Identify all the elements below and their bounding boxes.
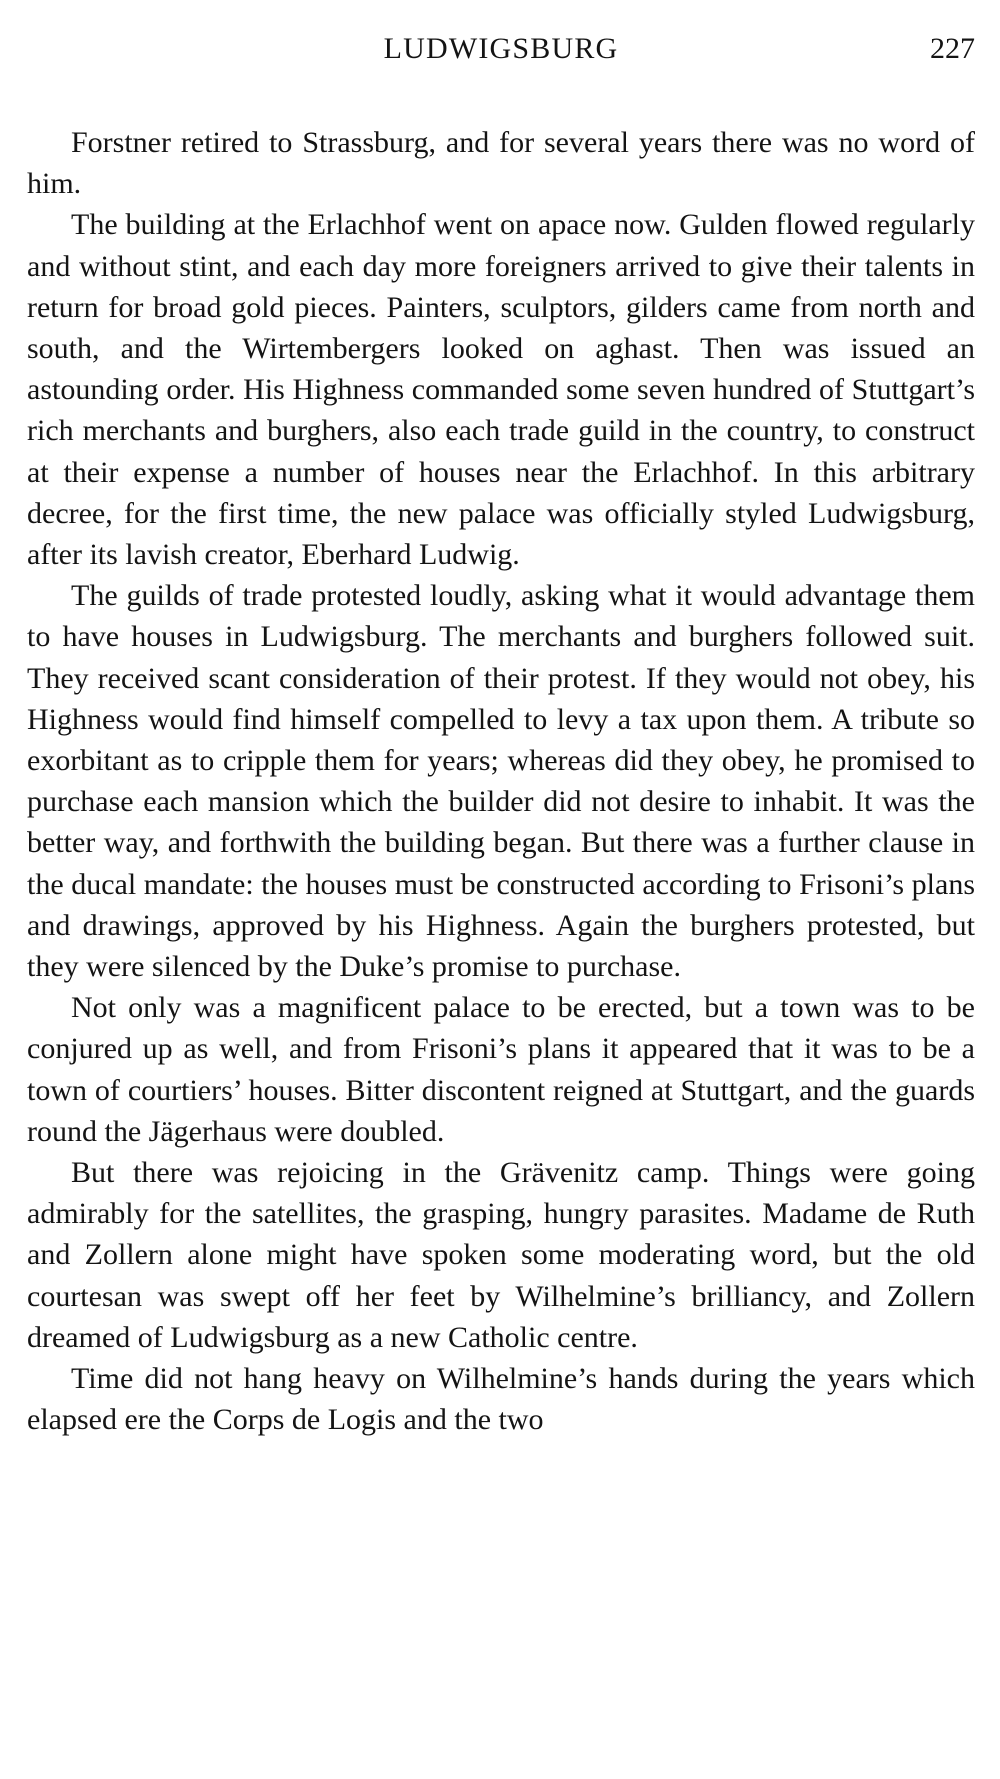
paragraph: But there was rejoicing in the Grävenitz camp. Things were going admirably for the satellites, the grasping, hungry parasites. Madame de Ruth and Zollern alone might have spoken some moderating word, but the old courtesan was swept off her feet by Wilhelmine’s brilliancy, and Zollern dreamed of Ludwigsburg as a new Catholic centre.	[27, 1156, 975, 1354]
paragraph: The guilds of trade protested loudly, asking what it would advantage them to have houses in Ludwigsburg. The merchants and burghers followed suit. They received scant consideration of their protest. If they would not obey, his Highness would find himself compelled to levy a tax upon them. A tribute so exorbitant as to cripple them for years; whereas did they obey, he promised to purchase each mansion which the builder did not desire to inhabit. It was the better way, and forthwith the building began. But there was a further clause in the ducal mandate: the houses must be constructed according to Frisoni’s plans and drawings, approved by his Highness. Again the burghers protested, but they were silenced by the Duke’s promise to purchase.	[27, 579, 975, 984]
paragraph: Forstner retired to Strassburg, and for several years there was no word of him.	[27, 126, 975, 201]
book-page	[27, 24, 975, 1441]
paragraph: Not only was a magnificent palace to be erected, but a town was to be conjured up as well, and from Frisoni’s plans it appeared that it was to be a town of courtiers’ houses. Bitter discontent reigned at Stuttgart, and the guards round the Jägerhaus were doubled.	[27, 991, 975, 1148]
page-number: 227	[930, 32, 975, 65]
paragraph: Time did not hang heavy on Wilhelmine’s hands during the years which elapsed ere the Corps de Logis and the two	[27, 1362, 975, 1437]
body-text	[27, 122, 975, 1441]
paragraph: The building at the Erlachhof went on apace now. Gulden flowed regularly and without stint, and each day more foreigners arrived to give their talents in return for broad gold pieces. Painters, sculptors, gilders came from north and south, and the Wirtembergers looked on aghast. Then was issued an astounding order. His Highness commanded some seven hundred of Stuttgart’s rich merchants and burghers, also each trade guild in the country, to construct at their expense a number of houses near the Erlachhof. In this arbitrary decree, for the first time, the new palace was officially styled Ludwigsburg, after its lavish creator, Eberhard Ludwig.	[27, 208, 975, 572]
page-header	[27, 24, 975, 80]
running-title: LUDWIGSBURG	[383, 32, 619, 65]
